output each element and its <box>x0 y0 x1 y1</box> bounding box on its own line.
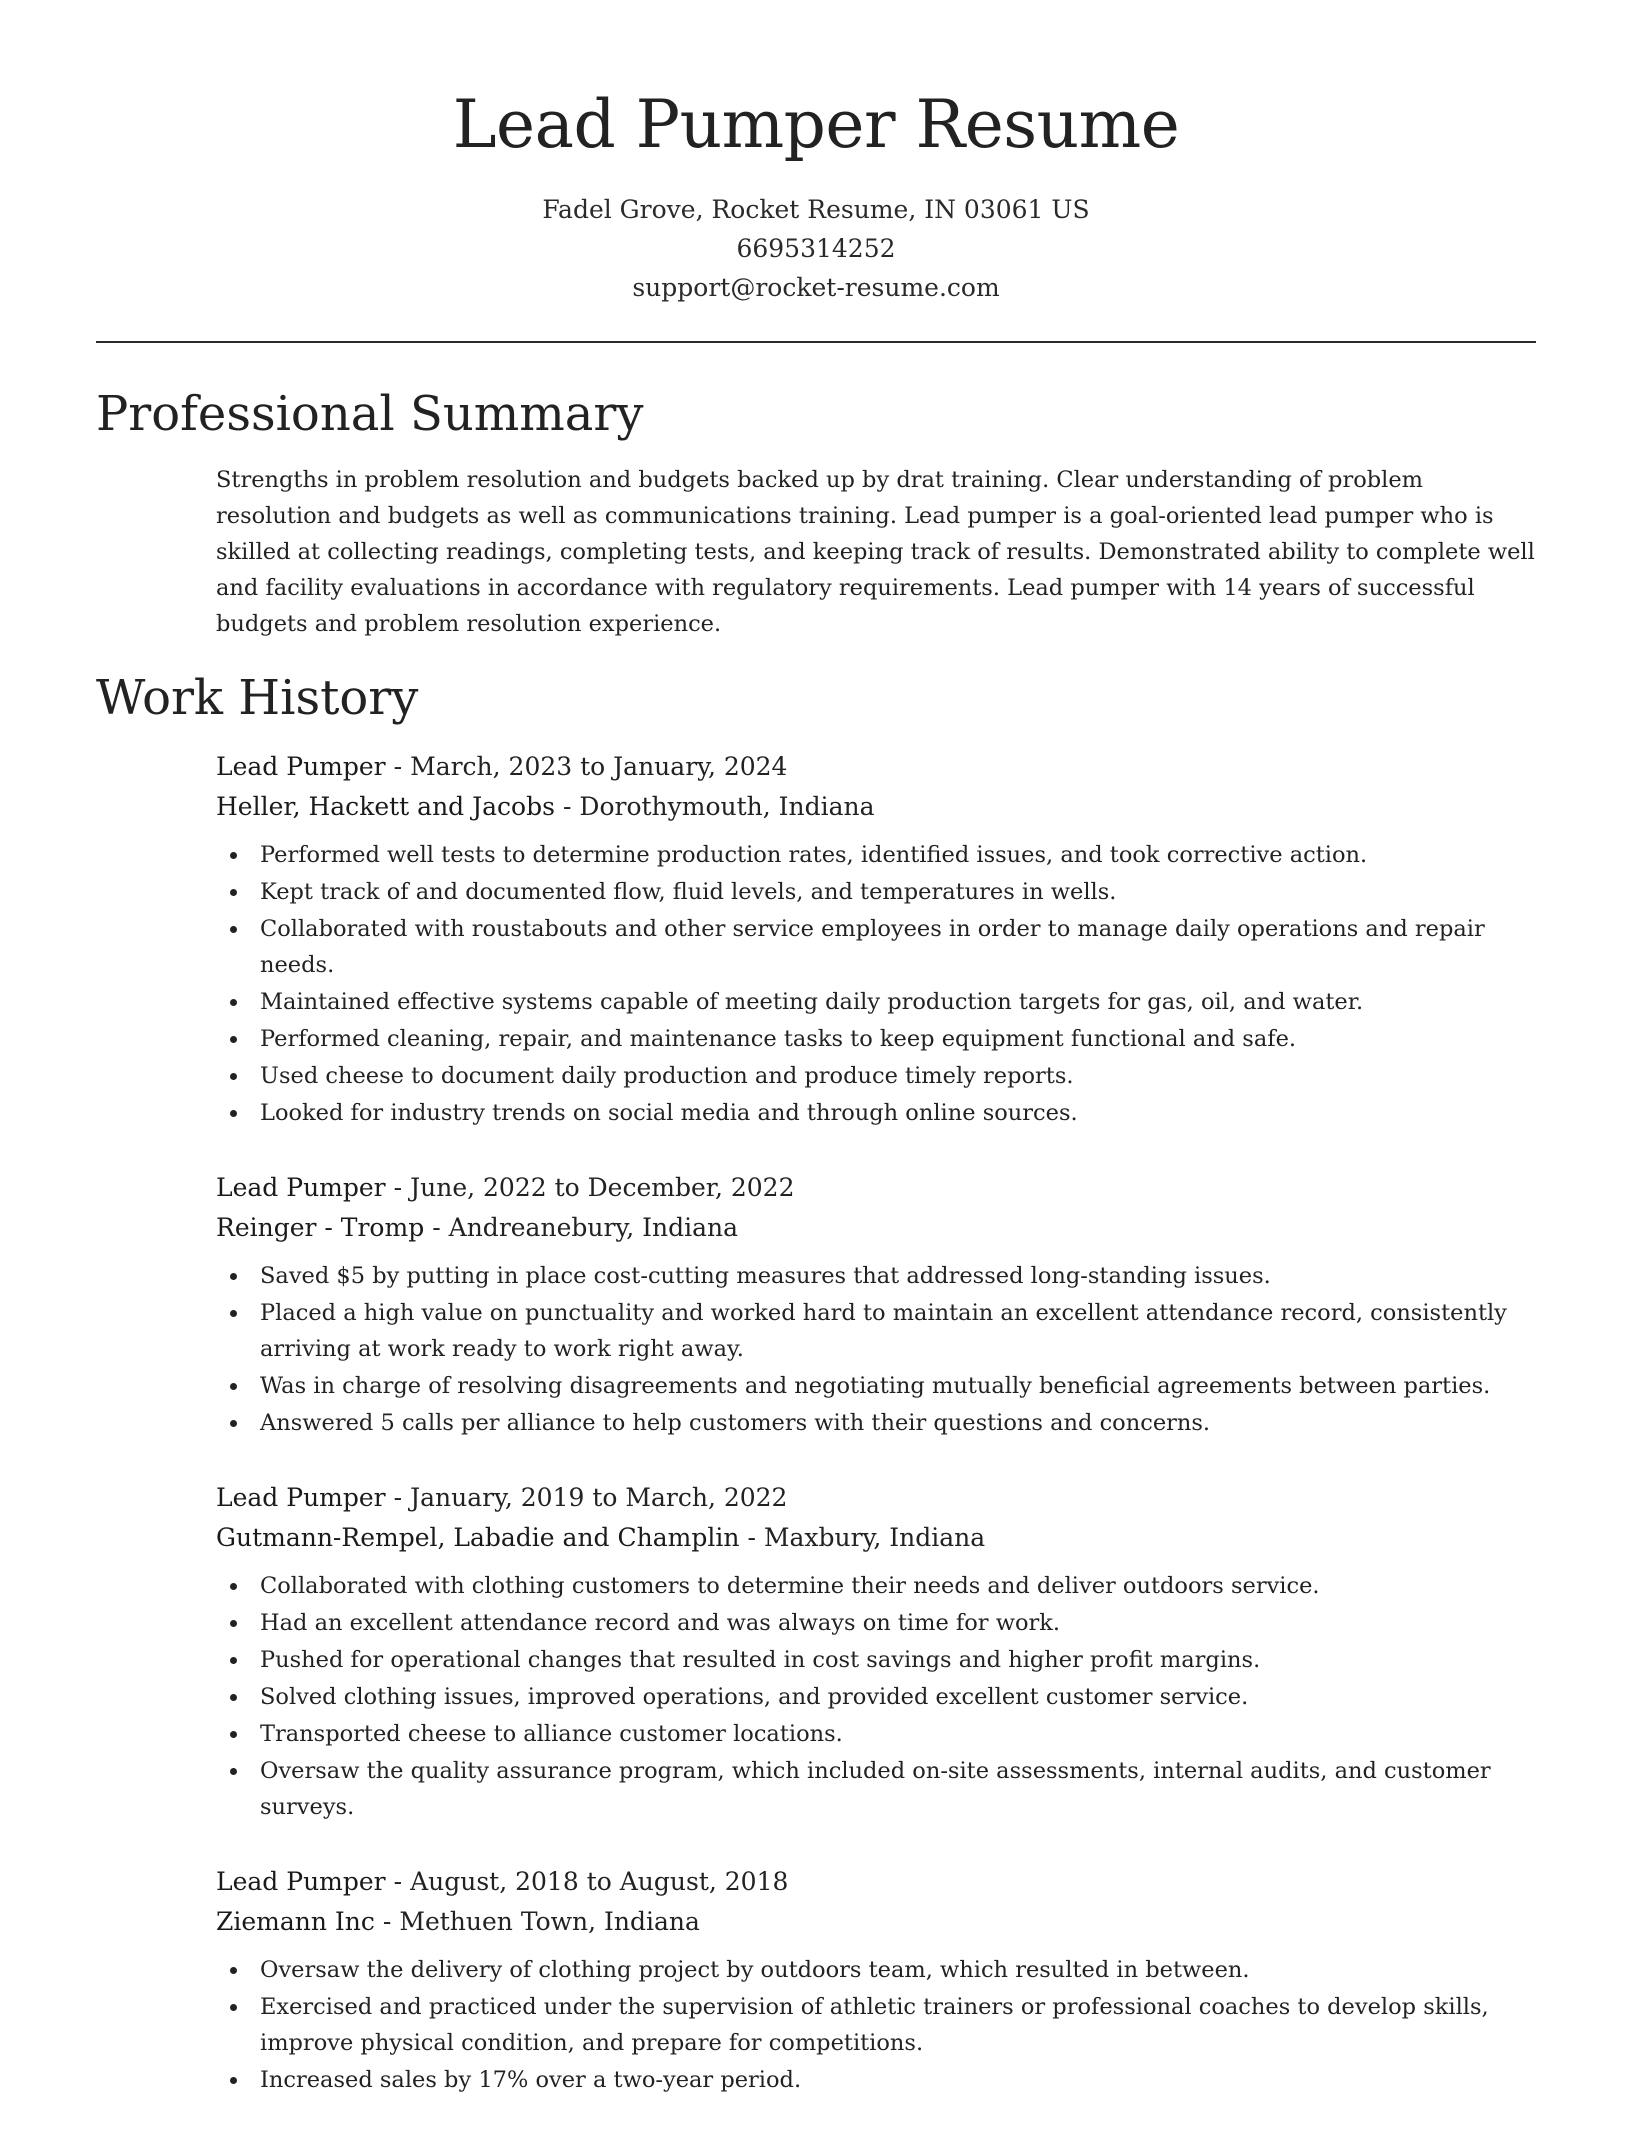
job-location: Maxbury, Indiana <box>763 1523 986 1552</box>
bullet-icon <box>230 1967 237 1974</box>
bullet-icon <box>230 1694 237 1701</box>
bullet-text: Solved clothing issues, improved operations, and provided excellent customer service. <box>260 1684 1249 1710</box>
list-item <box>260 1989 1546 2061</box>
list-item <box>260 1952 1546 1988</box>
contact-email: support@rocket-resume.com <box>632 273 1000 302</box>
bullet-icon <box>230 1383 237 1390</box>
resume-title: Lead Pumper Resume <box>452 86 1180 163</box>
bullet-text: Kept track of and documented flow, fluid levels, and temperatures in wells. <box>260 879 1117 905</box>
separator: - <box>432 1213 441 1242</box>
list-item <box>260 1568 1546 1604</box>
list-item <box>260 1295 1546 1367</box>
separator: - <box>393 1173 403 1202</box>
bullet-text: Collaborated with roustabouts and other service employees in order to manage daily operations and repair needs. <box>260 916 1485 978</box>
job-title-line <box>216 747 1546 787</box>
job-bullets <box>216 1568 1546 1825</box>
job-company: Heller, Hackett and Jacobs <box>216 792 555 821</box>
job-bullets <box>216 1258 1546 1441</box>
job-location: Dorothymouth, Indiana <box>579 792 875 821</box>
bullet-icon <box>230 999 237 1006</box>
job-title: Lead Pumper <box>216 1867 386 1896</box>
bullet-icon <box>230 1310 237 1317</box>
bullet-text: Looked for industry trends on social media and through online sources. <box>260 1100 1078 1126</box>
separator: - <box>393 1483 403 1512</box>
bullet-icon <box>230 1768 237 1775</box>
summary-heading: Professional Summary <box>96 386 644 442</box>
job-dates: January, 2019 to March, 2022 <box>410 1483 788 1512</box>
bullet-icon <box>230 1420 237 1427</box>
list-item <box>260 1368 1546 1404</box>
job-entry <box>216 1168 1546 1441</box>
bullet-text: Answered 5 calls per alliance to help customers with their questions and concerns. <box>260 1410 1211 1436</box>
list-item <box>260 1058 1546 1094</box>
job-company-line <box>216 1902 1546 1942</box>
job-company: Reinger - Tromp <box>216 1213 425 1242</box>
bullet-icon <box>230 926 237 933</box>
separator: - <box>747 1523 756 1552</box>
job-title: Lead Pumper <box>216 752 386 781</box>
separator: - <box>562 792 572 821</box>
bullet-icon <box>230 1273 237 1280</box>
job-bullets <box>216 837 1546 1131</box>
job-title: Lead Pumper <box>216 1483 386 1512</box>
bullet-text: Performed well tests to determine production rates, identified issues, and took corrective action. <box>260 842 1368 868</box>
separator: - <box>393 752 403 781</box>
job-entry <box>216 747 1546 1131</box>
job-entry <box>216 1478 1546 1825</box>
bullet-icon <box>230 2077 237 2084</box>
bullet-text: Oversaw the delivery of clothing project by outdoors team, which resulted in between. <box>260 1957 1250 1983</box>
list-item <box>260 2062 1546 2098</box>
list-item <box>260 984 1546 1020</box>
bullet-text: Had an excellent attendance record and was always on time for work. <box>260 1610 1061 1636</box>
job-title-line <box>216 1478 1546 1518</box>
job-company-line <box>216 1518 1546 1558</box>
bullet-icon <box>230 889 237 896</box>
bullet-text: Placed a high value on punctuality and worked hard to maintain an excellent attendance record, consistently arriving at work ready to work right away. <box>260 1300 1507 1362</box>
bullet-icon <box>230 1620 237 1627</box>
job-title-line <box>216 1862 1546 1902</box>
bullet-icon <box>230 1583 237 1590</box>
job-company: Gutmann-Rempel, Labadie and Champlin <box>216 1523 740 1552</box>
job-location: Methuen Town, Indiana <box>399 1907 700 1936</box>
job-bullets <box>216 1952 1546 2098</box>
bullet-text: Increased sales by 17% over a two-year period. <box>260 2067 802 2093</box>
list-item <box>260 1405 1546 1441</box>
job-dates: March, 2023 to January, 2024 <box>410 752 788 781</box>
bullet-text: Pushed for operational changes that resulted in cost savings and higher profit margins. <box>260 1647 1261 1673</box>
job-entry <box>216 1862 1546 2098</box>
contact-phone: 6695314252 <box>736 234 896 263</box>
list-item <box>260 1642 1546 1678</box>
bullet-text: Performed cleaning, repair, and maintenance tasks to keep equipment functional and safe. <box>260 1026 1297 1052</box>
list-item <box>260 874 1546 910</box>
contact-block <box>0 190 1632 307</box>
bullet-text: Was in charge of resolving disagreements and negotiating mutually beneficial agreements between parties. <box>260 1373 1491 1399</box>
job-location: Andreanebury, Indiana <box>448 1213 738 1242</box>
bullet-text: Oversaw the quality assurance program, which included on-site assessments, internal audits, and customer surveys. <box>260 1758 1491 1820</box>
bullet-icon <box>230 1110 237 1117</box>
list-item <box>260 1021 1546 1057</box>
bullet-text: Used cheese to document daily production and produce timely reports. <box>260 1063 1074 1089</box>
bullet-icon <box>230 1073 237 1080</box>
summary-text: Strengths in problem resolution and budgets backed up by drat training. Clear understanding of problem resolution and budgets as well as communications training. Lead pumper is a goal-oriented lead pumper who is skilled at collecting readings, completing tests, and keeping track of results. Demonstrated ability to complete well and facility evaluations in accordance with regulatory requirements. Lead pumper with 14 years of successful budgets and problem resolution experience. <box>216 467 1535 637</box>
list-item <box>260 1258 1546 1294</box>
list-item <box>260 1095 1546 1131</box>
list-item <box>260 1679 1546 1715</box>
list-item <box>260 837 1546 873</box>
separator: - <box>382 1907 392 1936</box>
bullet-text: Transported cheese to alliance customer locations. <box>260 1721 843 1747</box>
list-item <box>260 1716 1546 1752</box>
job-dates: June, 2022 to December, 2022 <box>410 1173 795 1202</box>
list-item <box>260 1605 1546 1641</box>
bullet-text: Saved $5 by putting in place cost-cutting measures that addressed long-standing issues. <box>260 1263 1271 1289</box>
job-company-line <box>216 787 1546 827</box>
bullet-text: Collaborated with clothing customers to determine their needs and deliver outdoors service. <box>260 1573 1320 1599</box>
bullet-text: Maintained effective systems capable of meeting daily production targets for gas, oil, and water. <box>260 989 1364 1015</box>
header-divider <box>96 341 1536 343</box>
contact-address: Fadel Grove, Rocket Resume, IN 03061 US <box>542 195 1090 224</box>
bullet-icon <box>230 1657 237 1664</box>
job-dates: August, 2018 to August, 2018 <box>410 1867 789 1896</box>
job-title: Lead Pumper <box>216 1173 386 1202</box>
bullet-icon <box>230 2004 237 2011</box>
list-item <box>260 1753 1546 1825</box>
job-company: Ziemann Inc <box>216 1907 375 1936</box>
work-history-list <box>216 747 1546 2135</box>
job-company-line <box>216 1208 1546 1248</box>
separator: - <box>393 1867 403 1896</box>
bullet-icon <box>230 1731 237 1738</box>
work-history-heading: Work History <box>96 670 419 726</box>
bullet-icon <box>230 1036 237 1043</box>
bullet-icon <box>230 852 237 859</box>
list-item <box>260 911 1546 983</box>
bullet-text: Exercised and practiced under the supervision of athletic trainers or professional coaches to develop skills, improve physical condition, and prepare for competitions. <box>260 1994 1489 2056</box>
job-title-line <box>216 1168 1546 1208</box>
